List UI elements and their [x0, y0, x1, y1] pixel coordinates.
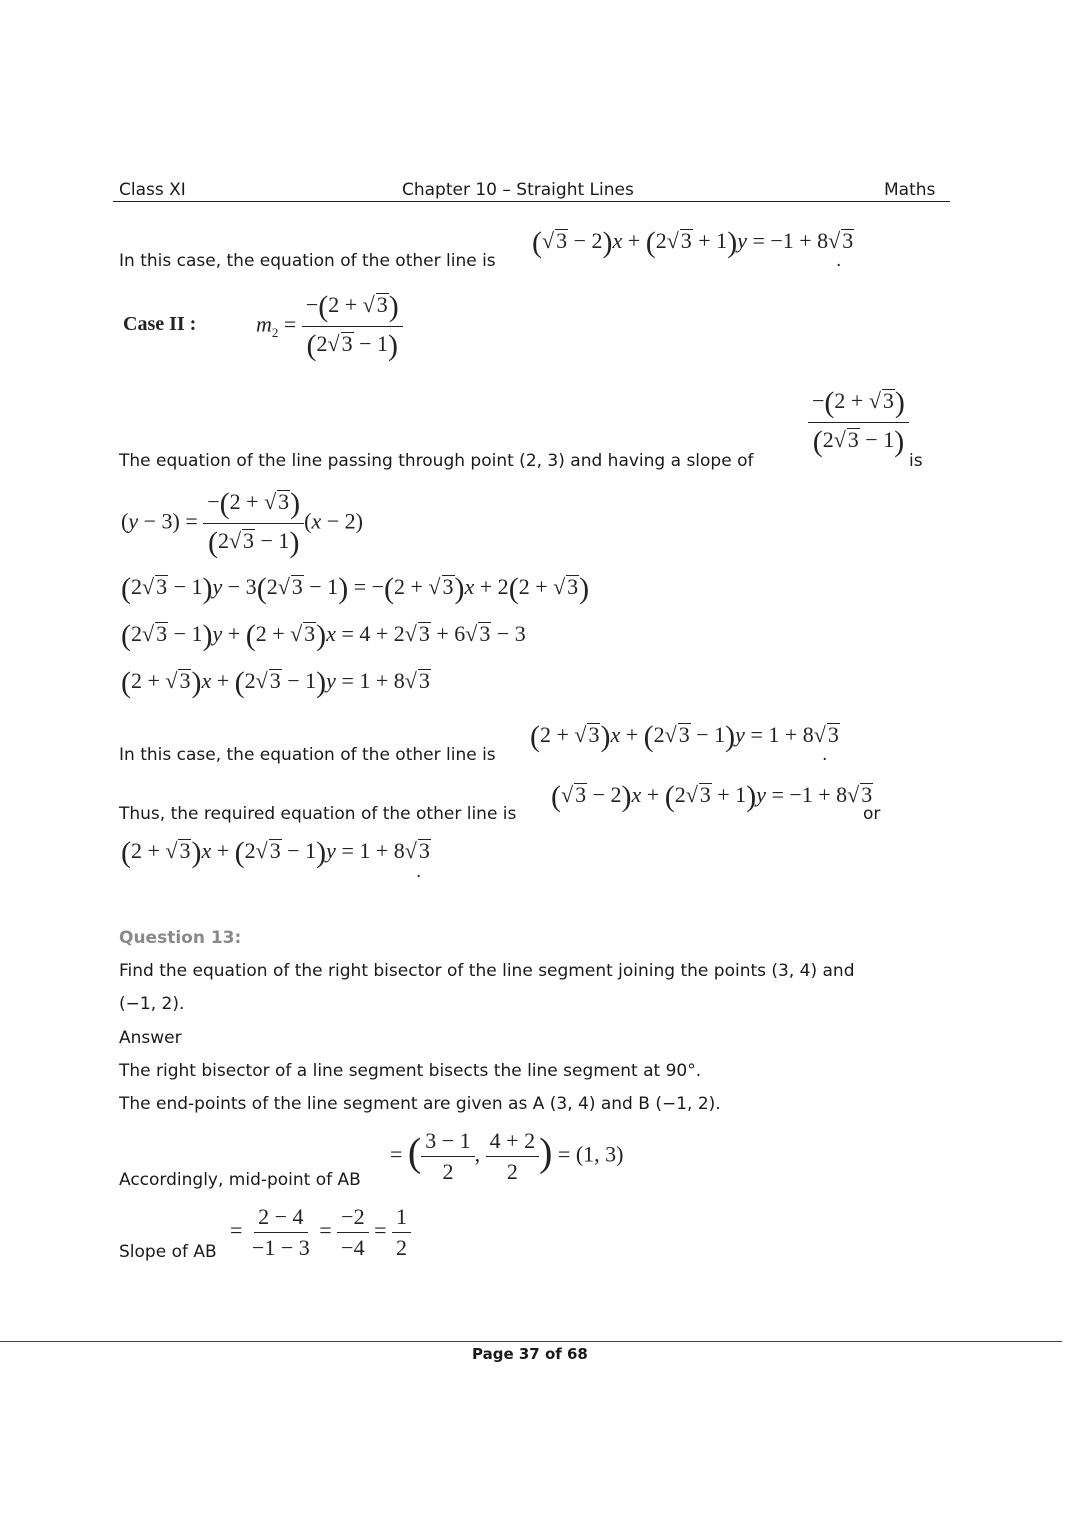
question-line-1: Find the equation of the right bisector of the line segment joining the points (3, 4) and	[119, 961, 855, 981]
footer-rule	[0, 1341, 1062, 1342]
thus-equation-1: (√3 − 2)x + (2√3 + 1)y = −1 + 8√3	[551, 780, 873, 813]
question-label: Question 13:	[119, 928, 242, 948]
m2-symbol: m	[256, 311, 272, 337]
derivation-line-4: (2 + √3)x + (2√3 − 1)y = 1 + 8√3	[121, 666, 430, 699]
case2-conclusion-text: In this case, the equation of the other line is	[119, 745, 496, 765]
period: .	[416, 862, 422, 882]
header-subject: Maths	[884, 180, 936, 200]
derivation-line-1: (y − 3) = $\frac{-(2 + √3)}{(2√3 - 1)}$ (x − 2)	[121, 487, 363, 559]
page-number: Page 37 of 68	[472, 1345, 588, 1363]
derivation-line-2: (2√3 − 1)y − 3(2√3 − 1) = −(2 + √3)x + 2(2 + √3)	[121, 572, 590, 605]
answer-line-2: The end-points of the line segment are given as A (3, 4) and B (−1, 2).	[119, 1094, 721, 1114]
case2-intro-text: The equation of the line passing through point (2, 3) and having a slope of	[119, 451, 754, 471]
case1-conclusion-text: In this case, the equation of the other line is	[119, 251, 496, 271]
derivation-line-3: (2√3 − 1)y + (2 + √3)x = 4 + 2√3 + 6√3 − 3	[121, 619, 526, 652]
period: .	[822, 745, 828, 765]
case2-slope-formula: $m_2$ = $\frac{-(2 + √3)}{(2√3 - 1)}$	[256, 290, 403, 363]
case2-equation: (2 + √3)x + (2√3 − 1)y = 1 + 8√3	[530, 720, 839, 753]
case2-label: Case II :	[123, 313, 197, 335]
header-rule	[113, 201, 950, 202]
header-chapter: Chapter 10 – Straight Lines	[402, 180, 634, 200]
case2-is-text: is	[909, 451, 923, 471]
case1-equation: (√3 − 2)x + (2√3 + 1)y = −1 + 8√3	[532, 226, 854, 259]
period: .	[836, 251, 842, 271]
m2-subscript: 2	[271, 324, 279, 340]
thus-text: Thus, the required equation of the other line is	[119, 804, 517, 824]
question-line-2: (−1, 2).	[119, 994, 185, 1014]
header-class: Class XI	[119, 180, 186, 200]
slope-fraction: $\frac{-(2 + √3)}{(2√3 - 1)}$	[808, 386, 909, 459]
answer-label: Answer	[119, 1028, 182, 1048]
slope-label: Slope of AB	[119, 1242, 217, 1262]
thus-equation-2: (2 + √3)x + (2√3 − 1)y = 1 + 8√3	[121, 836, 430, 869]
answer-line-1: The right bisector of a line segment bisects the line segment at 90°.	[119, 1061, 702, 1081]
midpoint-label: Accordingly, mid-point of AB	[119, 1170, 361, 1190]
or-text: or	[863, 804, 881, 824]
midpoint-formula: = ( $\frac{3 - 1}{2}$ , $\frac{4 + 2}{2}$ ) = (1, 3)	[390, 1128, 624, 1184]
slope-formula: = $\frac{2 - 4}{-1 - 3}$ = $\frac{-2}{-4}$ = $\frac{1}{2}$	[230, 1204, 411, 1261]
